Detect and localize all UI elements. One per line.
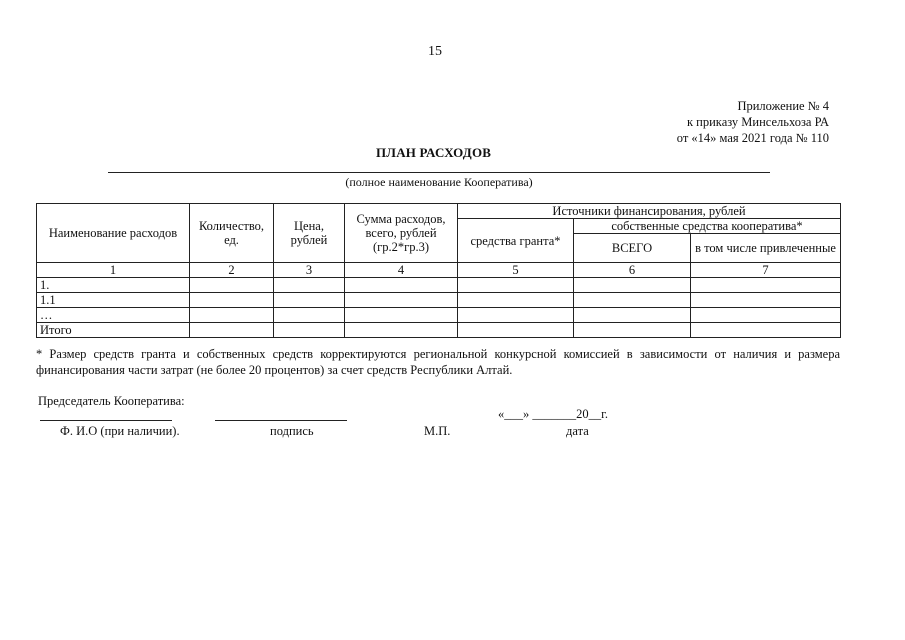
cooperative-name-line <box>108 172 770 173</box>
table-cell <box>458 323 574 338</box>
column-number: 5 <box>458 263 574 278</box>
table-cell <box>691 293 841 308</box>
document-title: ПЛАН РАСХОДОВ <box>376 145 492 160</box>
column-number: 1 <box>37 263 190 278</box>
table-cell <box>691 308 841 323</box>
appendix-line-3: от «14» мая 2021 года № 110 <box>676 131 829 145</box>
header-own-total: ВСЕГО <box>574 234 691 263</box>
table-cell <box>574 278 691 293</box>
table-cell <box>574 293 691 308</box>
table-cell <box>190 323 274 338</box>
name-caption: Ф. И.О (при наличии). <box>60 424 180 438</box>
name-signature-line <box>40 420 172 421</box>
column-number: 2 <box>190 263 274 278</box>
column-number: 7 <box>691 263 841 278</box>
row-label: … <box>37 308 190 323</box>
table-row <box>37 323 841 338</box>
table-cell <box>190 293 274 308</box>
table-cell <box>458 278 574 293</box>
page-number: 15 <box>428 44 442 59</box>
table-cell <box>274 293 345 308</box>
table-cell <box>345 278 458 293</box>
table-cell <box>190 278 274 293</box>
table-cell <box>345 308 458 323</box>
signature-line <box>215 420 347 421</box>
table-cell <box>345 323 458 338</box>
table-cell <box>274 278 345 293</box>
header-quantity: Количество, ед. <box>190 204 274 263</box>
column-numbers-row <box>37 263 841 278</box>
table-cell <box>190 308 274 323</box>
column-number: 4 <box>345 263 458 278</box>
date-template: «___» _______20__г. <box>498 407 608 421</box>
table-cell <box>345 293 458 308</box>
table-row <box>37 278 841 293</box>
column-number: 6 <box>574 263 691 278</box>
header-grant: средства гранта* <box>458 219 574 263</box>
table-cell <box>458 293 574 308</box>
table-cell <box>458 308 574 323</box>
row-label: 1. <box>37 278 190 293</box>
header-price: Цена, рублей <box>274 204 345 263</box>
table-row <box>37 308 841 323</box>
table-cell <box>574 323 691 338</box>
date-caption: дата <box>566 424 589 438</box>
table-cell <box>691 323 841 338</box>
stamp-caption: М.П. <box>424 424 451 438</box>
chairman-label: Председатель Кооператива: <box>38 394 185 408</box>
table-row <box>37 293 841 308</box>
appendix-line-1: Приложение № 4 <box>737 99 829 113</box>
table-header-row <box>37 204 841 219</box>
table-cell <box>574 308 691 323</box>
table-cell <box>274 308 345 323</box>
header-own-attracted: в том числе привлеченные <box>691 234 841 263</box>
signature-caption: подпись <box>270 424 314 438</box>
footnote: * Размер средств гранта и собственных средств корректируются региональной конкурсной комиссией в зависимости от наличия и размера финансирования части затрат (не более 20 процентов) за счет средств Республики Алтай. <box>36 347 840 377</box>
appendix-reference <box>677 98 829 146</box>
header-own-funds: собственные средства кооператива* <box>574 219 841 234</box>
row-label: 1.1 <box>37 293 190 308</box>
table-cell <box>691 278 841 293</box>
header-expense-name: Наименование расходов <box>37 204 190 263</box>
appendix-line-2: к приказу Минсельхоза РА <box>686 115 829 129</box>
column-number: 3 <box>274 263 345 278</box>
expense-plan-table <box>36 203 841 338</box>
row-label: Итого <box>37 323 190 338</box>
table-cell <box>274 323 345 338</box>
header-funding-sources: Источники финансирования, рублей <box>458 204 841 219</box>
header-total: Сумма расходов, всего, рублей (гр.2*гр.3) <box>345 204 458 263</box>
cooperative-name-caption: (полное наименование Кооператива) <box>345 175 533 189</box>
